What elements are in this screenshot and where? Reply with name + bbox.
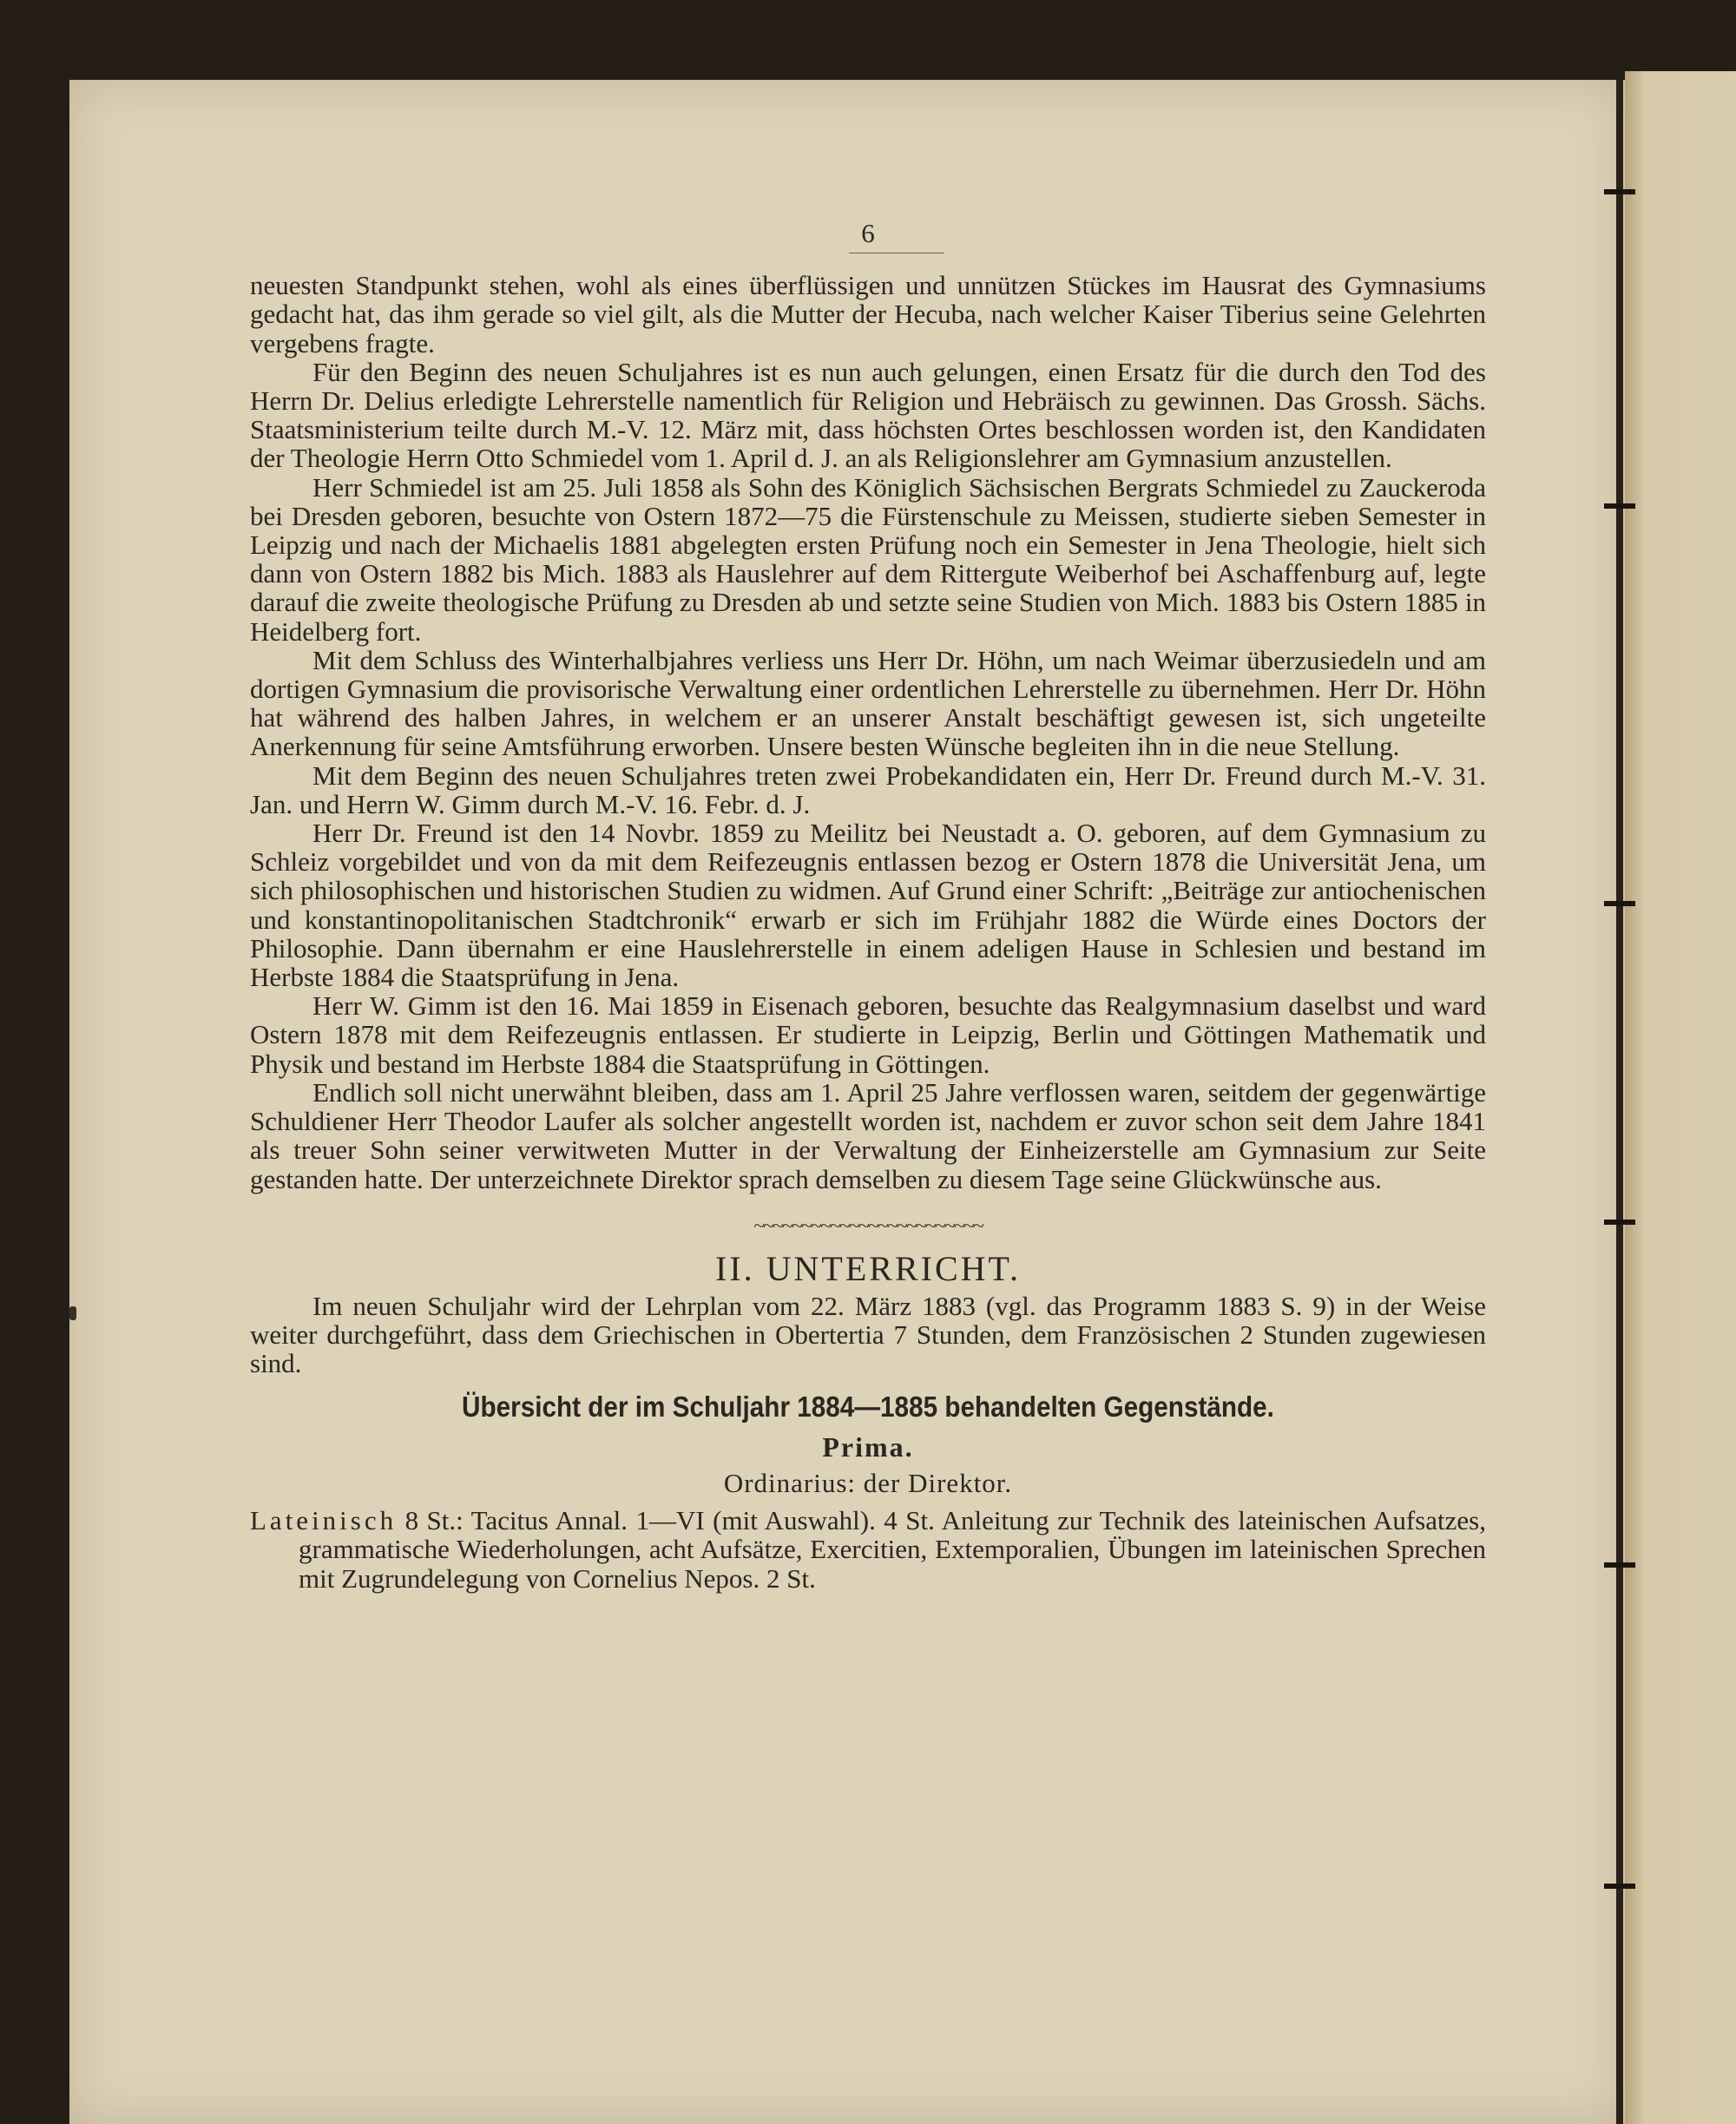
- binding-stitch: [1604, 189, 1635, 194]
- decorative-separator: ~~~~~~~~~~~~~~~~~~~~~~~~: [753, 1214, 983, 1238]
- paragraph: Endlich soll nicht unerwähnt bleiben, dass am 1. April 25 Jahre verflossen waren, seitdem der gegenwärtige Schuldiener Herr Theodor Laufer als solcher angestellt worden ist, nachdem er zuvor schon seit dem Jahre 1841 als treuer Sohn seiner verwitweten Mutter in der Verwaltung der Einheizerstelle am Gymnasium zur Seite gestanden hatte. Der unterzeichnete Direktor sprach demselben zu diesem Tage seine Glückwünsche aus.: [250, 1076, 1486, 1194]
- subject-entry: [250, 1506, 1486, 1593]
- paragraph: Mit dem Schluss des Winterhalbjahres verliess uns Herr Dr. Höhn, um nach Weimar überzusiedeln und am dortigen Gymnasium die provisorische Verwaltung einer ordentlichen Lehrerstelle zu übernehmen. Herr Dr. Höhn hat während des halben Jahres, in welchem er an unserer Anstalt beschäftigt gewesen ist, sich ungeteilte Anerkennung für seine Amtsführung erworben. Unsere besten Wünsche begleiten ihn in die neue Stellung.: [250, 644, 1486, 762]
- binding-stitch: [1604, 503, 1635, 509]
- paragraph: Mit dem Beginn des neuen Schuljahres treten zwei Probekandidaten ein, Herr Dr. Freund durch M.-V. 31. Jan. und Herrn W. Gimm durch M.-V. 16. Febr. d. J.: [250, 760, 1486, 819]
- paragraph: Für den Beginn des neuen Schuljahres ist es nun auch gelungen, einen Ersatz für die durch den Tod des Herrn Dr. Delius erledigte Lehrerstelle namentlich für Religion und Hebräisch zu gewinnen. Das Grossh. Sächs. Staatsministerium teilte durch M.-V. 12. März mit, dass höchsten Ortes beschlossen worden ist, den Kandidaten der Theologie Herrn Otto Schmiedel vom 1. April d. J. an als Religionslehrer am Gymnasium anzustellen.: [250, 356, 1486, 474]
- subject-text: 8 St.: Tacitus Annal. 1—VI (mit Auswahl). 4 St. Anleitung zur Technik des lateinischen Aufsatzes, grammatische Wiederholungen, acht Aufsätze, Exercitien, Extemporalien, Übungen im lateinischen Sprechen mit Zugrundelegung von Cornelius Nepos. 2 St.: [299, 1505, 1486, 1594]
- binding-stitch: [1604, 901, 1635, 906]
- class-heading: Prima.: [822, 1430, 914, 1463]
- paragraph: Herr Schmiedel ist am 25. Juli 1858 als Sohn des Königlich Sächsischen Bergrats Schmiedel zu Zauckeroda bei Dresden geboren, besuchte von Ostern 1872—75 die Fürstenschule zu Meissen, studierte sieben Semester in Leipzig und nach der Michaelis 1881 abgelegten ersten Prüfung noch ein Semester in Jena Theologie, hielt sich dann von Ostern 1882 bis Mich. 1883 als Hauslehrer auf dem Rittergute Weiberhof bei Aschaffenburg auf, legte darauf die zweite theologische Prüfung zu Dresden ab und setzte seine Studien von Mich. 1883 bis Ostern 1885 in Heidelberg fort.: [250, 471, 1486, 647]
- overview-heading: Übersicht der im Schuljahr 1884—1885 behandelten Gegenstände.: [462, 1390, 1274, 1423]
- page-text-block: [250, 219, 1486, 1593]
- subject-name: Lateinisch: [250, 1505, 398, 1536]
- paragraph: Herr Dr. Freund ist den 14 Novbr. 1859 zu Meilitz bei Neustadt a. O. geboren, auf dem Gymnasium zu Schleiz vorgebildet und von da mit dem Reifezeugnis entlassen bezog er Ostern 1878 die Universität Jena, um sich philosophischen und historischen Studien zu widmen. Auf Grund einer Schrift: „Beiträge zur antiochenischen und konstantinopolitanischen Stadtchronik“ erwarb er sich im Frühjahr 1882 die Würde eines Doctors der Philosophie. Dann übernahm er eine Hauslehrerstelle in einem adeligen Hause in Schlesien und bestand im Herbste 1884 die Staatsprüfung in Jena.: [250, 818, 1486, 993]
- section-heading: II. UNTERRICHT.: [715, 1248, 1021, 1288]
- paragraph: Herr W. Gimm ist den 16. Mai 1859 in Eisenach geboren, besuchte das Realgymnasium daselbst und ward Ostern 1878 mit dem Reifezeugnis entlassen. Er studierte in Leipzig, Berlin und Göttingen Mathematik und Physik und bestand im Herbste 1884 die Staatsprüfung in Göttingen.: [250, 990, 1486, 1079]
- ordinarius-line: Ordinarius: der Direktor.: [723, 1467, 1013, 1498]
- section-intro: Im neuen Schuljahr wird der Lehrplan vom 22. März 1883 (vgl. das Programm 1883 S. 9) in der Weise weiter durchgeführt, dass dem Griechischen in Obertertia 7 Stunden, dem Französischen 2 Stunden zugewiesen sind.: [250, 1290, 1486, 1379]
- binding-edge: [1616, 80, 1623, 2124]
- next-page-edge: [1625, 71, 1736, 2124]
- paragraph: neuesten Standpunkt stehen, wohl als eines überflüssigen und unnützen Stückes im Hausrat des Gymnasiums gedacht hat, das ihm gerade so viel gilt, als die Mutter der Hecuba, nach welcher Kaiser Tiberius seine Gelehrten vergebens fragte.: [250, 270, 1486, 358]
- paper-blemish: [69, 1306, 76, 1320]
- binding-stitch: [1604, 1884, 1635, 1889]
- binding-stitch: [1604, 1220, 1635, 1225]
- binding-stitch: [1604, 1562, 1635, 1568]
- page-number: 6: [861, 218, 875, 248]
